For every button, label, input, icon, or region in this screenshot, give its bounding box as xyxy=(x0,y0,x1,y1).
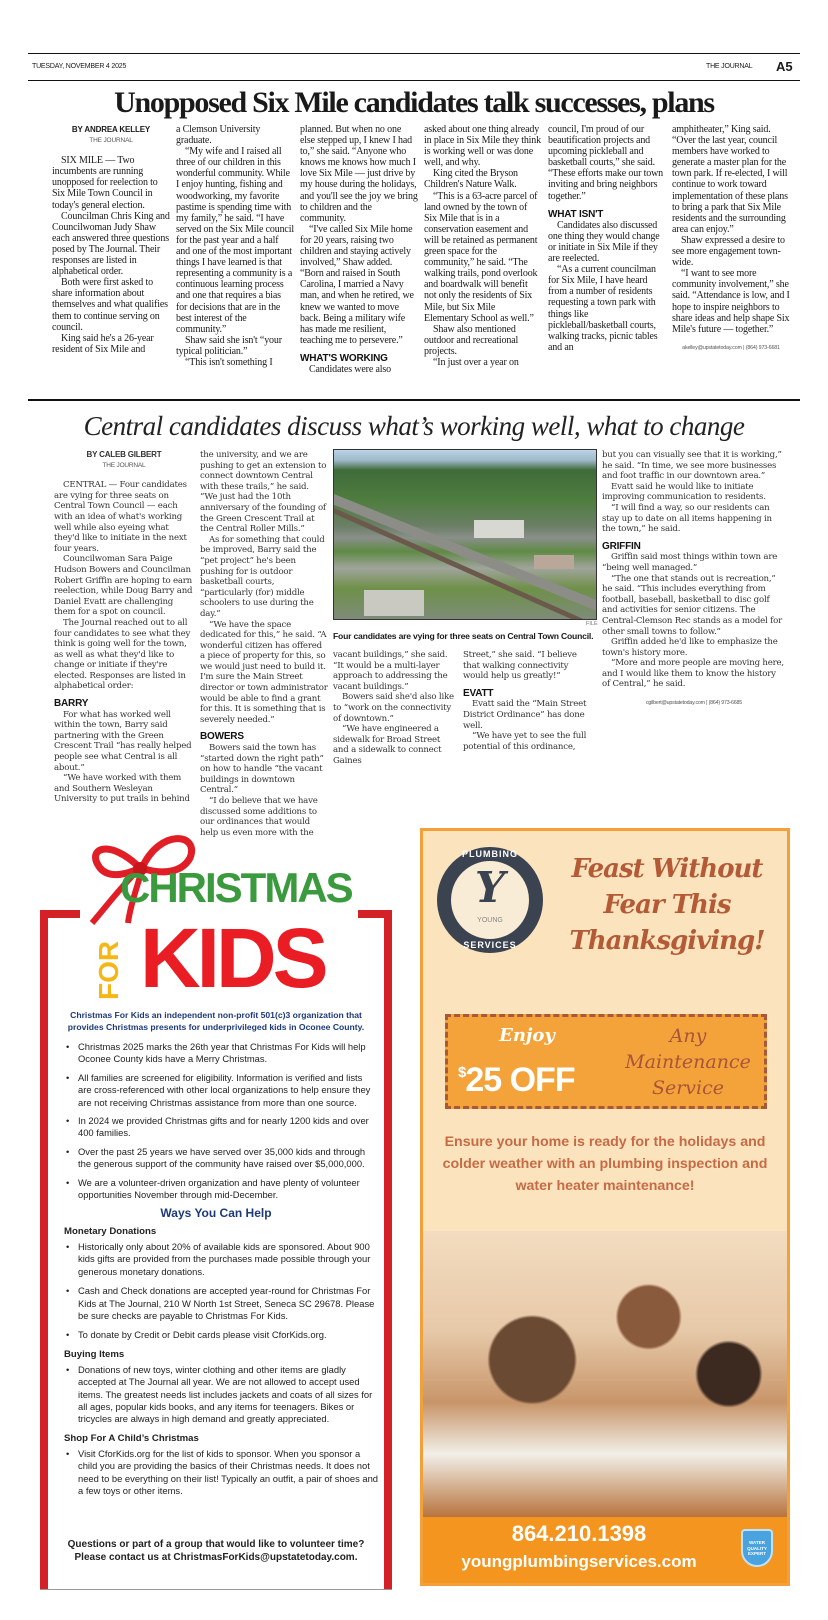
ad-headline: Feast Without Fear This Thanksgiving! xyxy=(569,854,765,956)
paragraph: “We have engineered a sidewalk for Broad Street and a sidewalk to connect Gaines xyxy=(333,724,442,766)
paragraph: Councilwoman Sara Paige Hudson Bowers and Councilman Robert Griffin are hoping to earn reelection, while Doug Barry and Daniel Evatt are challenging them for a spot on council. xyxy=(54,554,193,618)
folio-bottom-rule xyxy=(28,80,800,81)
article-column xyxy=(54,450,194,805)
discount-coupon xyxy=(445,1014,767,1109)
paragraph: Councilman Chris King and Councilwoman Judy Shaw each answered three questions posed by The Journal. Their responses are listed in alphabetical order. xyxy=(52,210,170,278)
paragraph: “I will find a way, so our residents can stay up to date on all items happening in the town,” he said. xyxy=(602,502,772,535)
coupon-enjoy: Enjoy xyxy=(499,1025,555,1046)
cfk-help-heading: Ways You Can Help xyxy=(160,1206,272,1220)
paragraph: Evatt said he would like to initiate improving communication to residents. xyxy=(602,481,766,503)
paragraph: amphitheater,” King said. “Over the last year, council members have worked to generate a master plan for the town park. If re-elected, I will continue to work toward implementation of these plans to bring a park that Six Mile residents and the surrounding area can enjoy.” xyxy=(672,124,788,235)
article-column xyxy=(672,124,790,354)
article-column xyxy=(602,450,786,709)
section-title: Buying Items xyxy=(64,1348,125,1360)
subhead: BOWERS xyxy=(200,731,244,743)
headline-central: Central candidates discuss what’s working well, what to change xyxy=(83,411,745,441)
paragraph: council, I'm proud of our beautification projects and upcoming pickleball and basketball courts,” she said. “These efforts make our town inviting and bring neighbors together.” xyxy=(548,124,664,202)
paragraph: King cited the Bryson Children's Nature Walk. xyxy=(424,168,518,191)
paragraph: Candidates also discussed one thing they would change or initiate in Six Mile if they are reelected. xyxy=(548,219,660,265)
paragraph: SIX MILE — Two incumbents are running unopposed for reelection to Six Mile Town Council in today's general election. xyxy=(52,155,158,211)
paragraph: “This is a 63-acre parcel of land owned by the town of Six Mile that is in a conservation easement and will be retained as permanent green space for the community,” he said. “The walking trails, pond overlook and boardwalk will benefit not only the residents of Six Mile, but Six Mile Elementary School as well.” xyxy=(424,190,538,324)
paragraph: Evatt said the “Main Street District Ordinance” has done well. xyxy=(463,699,587,731)
ad-footer xyxy=(423,1517,787,1583)
paragraph: “I want to see more community involvement,” she said. “Attendance is low, and I hope to inspire neighbors to share ideas and help shape Six Mile's future — together.” xyxy=(672,268,790,335)
paragraph: As for something that could be improved, Barry said the “pet project” he's been pushing for is outdoor basketball courts, “particularly (for) middle schoolers to use during the day.” xyxy=(200,534,325,619)
paragraph: “We have the space dedicated for this,” he said. “A wonderful citizen has offered a piece of property for this, so we would just need to build it. I'm sure the Main Street director or town administrator would be able to find a grant for this. It is something that is severely needed.” xyxy=(200,619,328,725)
paragraph: vacant buildings,” she said. “It would be a multi-layer approach to addressing the vacant buildings.” xyxy=(333,650,448,692)
paragraph: Bowers said she'd also like to “work on the connectivity of downtown.” xyxy=(333,692,454,724)
bullet-item: • Historically only about 20% of available kids are sponsored. About 900 kids gifts are provided from the purchases made possible through your generous monetary donations. xyxy=(64,1241,378,1278)
ad-body: Ensure your home is ready for the holidays and colder weather with an plumbing inspection and water heater maintenance! xyxy=(442,1134,768,1194)
author-contact: cgilbert@upstatetoday.com | (864) 973-6685 xyxy=(645,700,742,707)
paragraph: “We have worked with them and Southern Wesleyan University to put trails in behind xyxy=(54,773,190,805)
paragraph: a Clemson University graduate. xyxy=(176,124,261,147)
folio-paper: THE JOURNAL xyxy=(706,63,753,70)
paragraph: “My wife and I raised all three of our children in this wonderful community. While I enjoy hunting, fishing and woodworking, my favorite pastime is spending time with my family,” he said. “I have served on the Six Mile council for the past year and a half and one of the most important things I have learned is that representing a community is a continuous learning process and one that requires a bias for decisions that are in the best interest of the community.” xyxy=(176,146,294,335)
byline: BY CALEB GILBERT xyxy=(86,450,162,459)
paragraph: “More and more people are moving here, and I would like them to know the history of Central,” he said. xyxy=(602,658,784,690)
paragraph: “In just over a year on xyxy=(433,356,519,368)
article-column xyxy=(548,124,666,353)
logo-for: FOR xyxy=(93,940,124,1000)
paragraph: “This isn't something I xyxy=(185,356,273,368)
logo-christmas: CHRISTMAS xyxy=(120,864,352,911)
byline: BY ANDREA KELLEY xyxy=(71,125,151,134)
page-number: A5 xyxy=(776,59,793,74)
ad-phone: 864.210.1398 xyxy=(511,1521,647,1546)
section-title: Monetary Donations xyxy=(64,1226,157,1237)
subhead: WHAT ISN'T xyxy=(548,208,604,220)
water-quality-badge-icon: WATER QUALITY EXPERT xyxy=(741,1529,773,1567)
subhead: BARRY xyxy=(54,698,89,710)
young-plumbing-logo: PLUMBING Y YOUNG SERVICES xyxy=(437,847,543,953)
headline-six-mile: Unopposed Six Mile candidates talk successes, plans xyxy=(114,86,714,119)
bullet-item: • Christmas 2025 marks the 26th year that Christmas For Kids will help Oconee County kids have a Merry Christmas. xyxy=(64,1041,378,1066)
paragraph: planned. But when no one else stepped up, I knew I had to,” she said. “Anyone who knows me knows how much I love Six Mile — just drive by my house during the holidays, and you'll see the joy we bring to children and the community. xyxy=(300,124,418,224)
logo-kids: KIDS xyxy=(140,911,325,1005)
subhead: GRIFFIN xyxy=(602,540,641,552)
bullet-item: • We are a volunteer-driven organization and have plenty of volunteer opportunities November through mid-December. xyxy=(64,1177,378,1202)
paragraph: The Journal reached out to all four candidates to see what they think is going well for the town, as well as what they'd like to change or initiate if they're elected. Responses are listed in alphabetical order: xyxy=(54,617,191,692)
paragraph: “We have yet to see the full potential of this ordinance, xyxy=(463,731,587,752)
paragraph: Griffin said most things within town are “being well managed.” xyxy=(602,552,778,573)
christmas-for-kids-ad xyxy=(40,828,392,1590)
bullet-item: • All families are screened for eligibility. Information is verified and lists are cross-referenced with other local organizations to help ensure they are not receiving Christmas assistance from more than one source. xyxy=(64,1072,378,1109)
photo-caption: Four candidates are vying for three seats on Central Town Council. xyxy=(333,631,594,641)
paragraph: Shaw also mentioned outdoor and recreational projects. xyxy=(424,323,519,357)
cfk-bullet-list xyxy=(64,1041,378,1207)
bullet-item: • To donate by Credit or Debit cards please visit CforKids.org. xyxy=(64,1329,378,1341)
family-dinner-photo xyxy=(423,1231,787,1517)
cfk-closing: Questions or part of a group that would like to volunteer time? Please contact us at ChristmasForKids@upstatetoday.com. xyxy=(67,1539,365,1563)
paragraph: CENTRAL — Four candidates are vying for three seats on Central Town Council — each with an idea of what's working well while also eyeing what they'd like to initiate in the next four years. xyxy=(54,480,187,554)
section-list xyxy=(64,1448,378,1498)
ad-website: youngplumbingservices.com xyxy=(461,1552,697,1571)
article-column xyxy=(463,650,591,752)
paragraph: Both were first asked to share information about themselves and what qualifies them to continue serving on council. xyxy=(52,277,168,333)
bullet-item: • Over the past 25 years we have served over 35,000 kids and through the generous support of the community have raised over $5,000,000. xyxy=(64,1146,378,1171)
young-plumbing-ad xyxy=(420,828,790,1586)
author-contact: akelley@upstatetoday.com | (864) 973-6681 xyxy=(682,344,780,351)
article-column xyxy=(300,124,418,375)
section-title: Shop For A Child’s Christmas xyxy=(64,1432,199,1444)
paragraph: Street,” she said. “I believe that walking connectivity would help us greatly!” xyxy=(463,650,577,682)
folio-date: TUESDAY, NOVEMBER 4 2025 xyxy=(32,63,127,70)
article-column xyxy=(200,450,328,838)
paragraph: King said he's a 26-year resident of Six Mile and xyxy=(52,332,154,355)
paragraph: “I do believe that we have discussed some additions to our ordinances that would help us even more with the xyxy=(200,796,318,838)
aerial-photo-central xyxy=(333,449,597,620)
bullet-item: • Visit CforKids.org for the list of kids to sponsor. When you sponsor a child you are providing the basics of their Christmas needs. It does not need to be everything on their list! Typically an outfit, a pair of shoes and a few toys or other items. xyxy=(64,1448,378,1498)
section-divider xyxy=(28,399,800,401)
paragraph: the university, and we are pushing to get an extension to connect downtown Central with these trails,” he said. “We just had the 10th anniversary of the founding of the Green Crescent Trail at the Central Roller Mills.” xyxy=(200,450,327,535)
folio-top-rule xyxy=(28,53,800,54)
bullet-item: • In 2024 we provided Christmas gifts and for nearly 1200 kids and over 400 families. xyxy=(64,1115,378,1140)
cfk-intro: Christmas For Kids an independent non-profit 501(c)3 organization that provides Christmas presents for underprivileged kids in Oconee County. xyxy=(67,1010,365,1032)
subhead: WHAT'S WORKING xyxy=(300,352,388,364)
coupon-offer: Any Maintenance Service xyxy=(625,1025,751,1099)
section-list xyxy=(64,1241,378,1342)
paragraph: Shaw said she isn't “your typical politician.” xyxy=(176,334,282,357)
paragraph: “As a current councilman for Six Mile, I have heard from a number of residents requesting a town park with things like pickleball/basketball courts, walking tracks, picnic tables and an xyxy=(548,264,658,353)
subhead: EVATT xyxy=(463,687,494,699)
paragraph: For what has worked well within the town, Barry said partnering with the Green Crescent Trail “has really helped people see what Central is all about.” xyxy=(54,709,192,773)
section-list xyxy=(64,1364,378,1426)
article-column xyxy=(176,124,294,368)
cfk-help-sections xyxy=(64,1222,378,1505)
paragraph: asked about one thing already in place in Six Mile they think is working well or was done well, and why. xyxy=(424,124,542,169)
article-column xyxy=(424,124,542,368)
photo-credit: FILE xyxy=(586,621,598,627)
bullet-item: • Cash and Check donations are accepted year-round for Christmas For Kids at The Journal, 210 W North 1st Street, Seneca SC 29678. Please be sure checks are payable to Christmas For Kids. xyxy=(64,1285,378,1322)
bullet-item: • Donations of new toys, winter clothing and other items are gladly accepted at The Journal all year. We are not allowed to accept used items. The greatest needs list includes jackets and coats of all sizes for all ages, popular kids books, and any items for teenagers. Bikes or tricycles are always in high demand and greatly appreciated. xyxy=(64,1364,378,1426)
paragraph: Shaw expressed a desire to see more engagement town-wide. xyxy=(672,234,785,269)
paragraph: “I've called Six Mile home for 20 years, raising two children and staying actively involved,” Shaw added. “Born and raised in South Carolina, I married a Navy man, and when he retired, we knew we wanted to move back. Being a military wife has made me resilient, teaching me to persevere.” xyxy=(300,223,414,346)
coupon-amount: $25 OFF xyxy=(458,1061,575,1099)
paragraph: Candidates were also xyxy=(309,363,391,375)
byline-org: THE JOURNAL xyxy=(102,461,146,469)
article-column xyxy=(333,650,457,767)
paragraph: Bowers said the town has “started down the right path” on how to handle “the vacant buildings in downtown Central.” xyxy=(200,743,324,796)
paragraph: “The one that stands out is recreation,” he said. “This includes everything from football, baseball, basketball to disc golf and activities for senior citizens. The Central-Clemson Rec stands as a model for other small towns to follow.” xyxy=(602,573,782,637)
paragraph: but you can visually see that it is working,” he said. “In time, we see more businesses and foot traffic in our downtown area.” xyxy=(602,450,782,482)
byline-org: THE JOURNAL xyxy=(89,137,133,145)
paragraph: Griffin added he'd like to emphasize the town's history more. xyxy=(602,637,778,658)
article-column xyxy=(52,124,170,355)
